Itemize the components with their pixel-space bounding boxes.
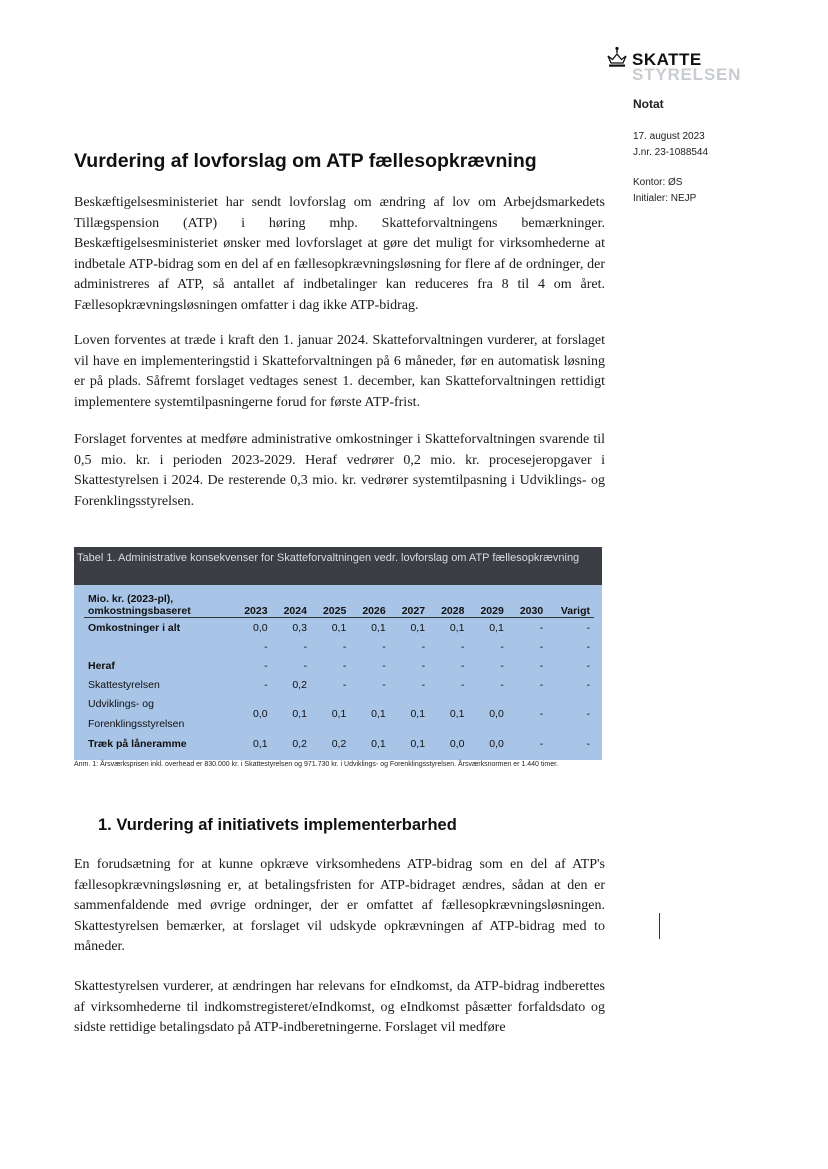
paragraph-3: Forslaget forventes at medføre administrative omkostninger i Skatteforvaltningen svarende til 0,5 mio. kr. i perioden 2023-2029. Heraf vedrører 0,2 mio. kr. procesejeropgaver i Skattestyrelsen i 2024. De resterende 0,3 mio. kr. vedrører systemtilpasning i Udviklings- og Forenklingsstyrelsen. bbox=[74, 432, 605, 509]
crown-icon bbox=[606, 46, 628, 70]
table-header-label bbox=[84, 593, 232, 618]
table-cell: - bbox=[264, 678, 268, 691]
table-cell: 0,2 bbox=[292, 678, 307, 691]
table-cell: 0,0 bbox=[489, 708, 504, 720]
table-cell: - bbox=[586, 678, 590, 691]
table-cell: - bbox=[303, 659, 307, 672]
table-rows bbox=[84, 618, 594, 754]
table-header-col: 2030 bbox=[508, 593, 547, 618]
paragraph-2: Loven forventes at træde i kraft den 1. januar 2024. Skatteforvaltningen vurderer, at forslaget vil have en implementeringstid i Skatteforvaltningen på 6 måneder, før en automatisk løsning er på plads. Såfremt forslaget vedtages senest 1. december, kan Skatteforvaltningen rettidigt implementere systemtilpasningerne forud for første ATP-frist. bbox=[74, 333, 605, 410]
table-cell: 0,1 bbox=[371, 621, 386, 634]
section-paragraph-2: Skattestyrelsen vurderer, at ændringen har relevans for eIndkomst, da ATP-bidrag indberettes af virksomhederne til indkomstregisteret/eIndkomst, og eIndkomst påsætter forfaldsdato og sidste rettidige betalingsdato på ATP-indberetningerne. Forslaget vil medføre bbox=[74, 979, 605, 1035]
doc-date: 17. august 2023 bbox=[633, 131, 705, 142]
cost-table-grid bbox=[84, 593, 594, 753]
table-cell: - bbox=[264, 640, 268, 653]
table-header-col: 2025 bbox=[311, 593, 350, 618]
table-row bbox=[84, 656, 594, 675]
table-row-label: Udviklings- og Forenklingsstyrelsen bbox=[88, 698, 185, 730]
table-cell: - bbox=[500, 678, 504, 691]
table-cell: - bbox=[264, 659, 268, 672]
table-cell: - bbox=[342, 659, 347, 672]
table-row bbox=[84, 694, 594, 734]
table-cell: 0,1 bbox=[449, 621, 465, 634]
table-header-col: Varigt bbox=[547, 593, 594, 618]
table-cell: - bbox=[303, 640, 307, 653]
doc-journal-number: J.nr. 23-1088544 bbox=[633, 147, 709, 158]
table-row-label: Træk på låneramme bbox=[88, 737, 187, 750]
doc-type-label: Notat bbox=[633, 97, 664, 111]
table-cell: - bbox=[382, 640, 386, 653]
table-cell: 0,3 bbox=[292, 621, 307, 634]
table-header-col: 2026 bbox=[350, 593, 389, 618]
table-cell: - bbox=[500, 640, 504, 653]
table-cell: - bbox=[382, 678, 386, 691]
table-cell: 0,0 bbox=[449, 737, 465, 750]
table-cell: - bbox=[460, 659, 465, 672]
logo-text-styrelsen: STYRELSEN bbox=[632, 65, 742, 84]
page-title: Vurdering af lovforslag om ATP fællesopkrævning bbox=[74, 150, 537, 172]
section-heading: 1. Vurdering af initiativets implementerbarhed bbox=[98, 816, 457, 834]
table-header-row bbox=[84, 593, 594, 618]
table-cell: - bbox=[586, 737, 590, 750]
doc-office: Kontor: ØS bbox=[633, 177, 683, 188]
table-cell: - bbox=[586, 708, 590, 720]
table-cell: 0,1 bbox=[371, 737, 386, 750]
doc-meta-date bbox=[633, 129, 708, 161]
table-cell: 0,1 bbox=[292, 708, 307, 720]
table-cell: - bbox=[539, 678, 544, 691]
table-row-label: Heraf bbox=[88, 659, 115, 672]
table-cell: 0,2 bbox=[331, 737, 347, 750]
table-cell: - bbox=[382, 659, 386, 672]
table-cell: - bbox=[342, 678, 347, 691]
table-cell: 0,1 bbox=[410, 708, 426, 720]
table-header-col: 2024 bbox=[272, 593, 311, 618]
table-cell: - bbox=[586, 621, 590, 634]
table-cell: - bbox=[539, 659, 544, 672]
table-cell: - bbox=[539, 737, 544, 750]
table-cell: 0,1 bbox=[489, 621, 504, 634]
table-cell: 0,1 bbox=[410, 621, 426, 634]
table-cell: - bbox=[500, 659, 504, 672]
doc-initials: Initialer: NEJP bbox=[633, 193, 697, 204]
table-cell: - bbox=[421, 678, 426, 691]
table-row bbox=[84, 675, 594, 694]
table-cell: 0,1 bbox=[410, 737, 426, 750]
text-cursor bbox=[659, 913, 660, 939]
table-header-col: 2028 bbox=[429, 593, 468, 618]
table-cell: 0,1 bbox=[331, 621, 347, 634]
table-header-col: 2023 bbox=[232, 593, 271, 618]
table-row-label: Skattestyrelsen bbox=[88, 678, 160, 691]
table-cell: 0,1 bbox=[449, 708, 465, 720]
table-row-label bbox=[84, 637, 232, 656]
table-cell: 0,1 bbox=[331, 708, 347, 720]
table-row bbox=[84, 618, 594, 638]
table-header-label-line2: omkostningsbaseret bbox=[88, 605, 191, 617]
table-cell: - bbox=[539, 708, 544, 720]
doc-meta-office bbox=[633, 175, 696, 207]
table-cell: - bbox=[342, 640, 347, 653]
table-cell: - bbox=[460, 640, 465, 653]
paragraph-1: Beskæftigelsesministeriet har sendt lovforslag om ændring af lov om Arbejdsmarkedets Tillægspension (ATP) i høring mhp. Skatteforvaltningens bemærkninger. Beskæftigelsesministeriet ønsker med lovforslaget at gøre det muligt for virksomhederne at indbetale ATP-bidrag som en del af en fællesopkrævningsløsning for flere af de ordninger, der administreres af ATP, så antallet af indbetalinger kan reduceres fra 8 til 4 om året. Fællesopkrævningsløsningen omfatter i dag ikke ATP-bidrag. bbox=[74, 195, 605, 313]
table-header-col: 2029 bbox=[468, 593, 507, 618]
table-title: Tabel 1. Administrative konsekvenser for Skatteforvaltningen vedr. lovforslag om ATP fællesopkrævning bbox=[74, 547, 602, 585]
table-cell: 0,0 bbox=[489, 737, 504, 750]
cost-table bbox=[74, 585, 602, 760]
table-cell: - bbox=[586, 640, 590, 653]
table-cell: 0,1 bbox=[371, 708, 386, 720]
table-cell: - bbox=[421, 659, 426, 672]
skattestyrelsen-logo bbox=[606, 44, 746, 84]
table-cell: 0,0 bbox=[252, 708, 268, 720]
logo-text-skatte: SKATTE bbox=[632, 50, 702, 69]
table-cell: 0,1 bbox=[252, 737, 268, 750]
table-cell: - bbox=[586, 659, 590, 672]
table-cell: - bbox=[539, 621, 544, 634]
table-header-label-line1: Mio. kr. (2023-pl), bbox=[88, 593, 174, 605]
table-header-col: 2027 bbox=[390, 593, 429, 618]
table-cell: - bbox=[460, 678, 465, 691]
table-row bbox=[84, 734, 594, 753]
table-note: Anm. 1: Årsværksprisen inkl. overhead er 830.000 kr. i Skattestyrelsen og 971.730 kr. i Udviklings- og Forenklingsstyrelsen. Årsværksnormen er 1.440 timer. bbox=[74, 761, 558, 768]
table-cell: 0,0 bbox=[252, 621, 268, 634]
table-cell: 0,2 bbox=[292, 737, 307, 750]
table-row-label: Omkostninger i alt bbox=[88, 621, 181, 634]
table-row bbox=[84, 637, 594, 656]
section-paragraph-1: En forudsætning for at kunne opkræve virksomhedens ATP-bidrag som en del af ATP's fællesopkrævningsløsning er, at betalingsfristen for ATP-bidraget ændres, sådan at den er sammenfaldende med øvrige ordninger, der er omfattet af fællesopkrævningsløsningen. Skattestyrelsen bemærker, at forslaget vil udskyde opkrævningen af ATP-bidrag med to måneder. bbox=[74, 857, 605, 954]
table-cell: - bbox=[539, 640, 544, 653]
table-cell: - bbox=[421, 640, 426, 653]
